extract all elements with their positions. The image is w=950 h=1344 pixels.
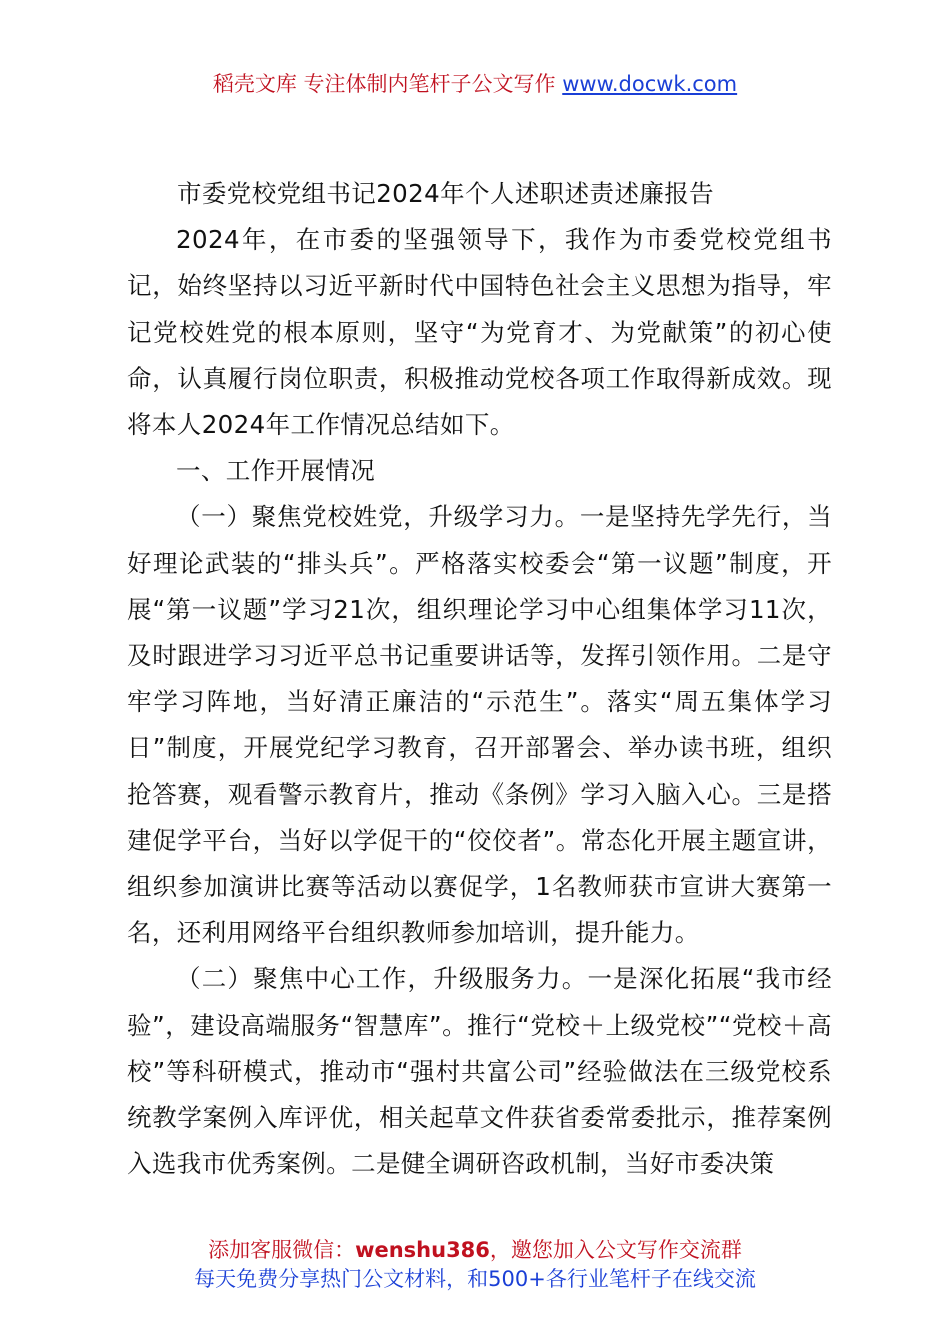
paragraph-learning: （一）聚焦党校姓党，升级学习力。一是坚持先学先行，当好理论武装的“排头兵”。严格落实校委会“第一议题”制度，开展“第一议题”学习21次，组织理论学习中心组集体学习11次，及时跟进学习习近平总书记重要讲话等，发挥引领作用。二是守牢学习阵地，当好清正廉洁的“示范生”。落实“周五集体学习日”制度，开展党纪学习教育，召开部署会、举办读书班，组织抢答赛，观看警示教育片，推动《条例》学习入脑入心。三是搭建促学平台，当好以学促干的“佼佼者”。常态化开展主题宣讲，组织参加演讲比赛等活动以赛促学，1名教师获市宣讲大赛第一名，还利用网络平台组织教师参加培训，提升能力。 xyxy=(127,502,832,948)
footer-prefix: 添加客服微信： xyxy=(208,1238,356,1262)
footer-suffix: ，邀您加入公文写作交流群 xyxy=(489,1238,742,1262)
footer-line-1 xyxy=(0,1236,950,1265)
header-url-link[interactable]: www.docwk.com xyxy=(562,72,738,96)
header-brand: 稻壳文库 专注体制内笔杆子公文写作 xyxy=(212,72,556,96)
paragraph-intro: 2024年，在市委的坚强领导下，我作为市委党校党组书记，始终坚持以习近平新时代中国特色社会主义思想为指导，牢记党校姓党的根本原则，坚守“为党育才、为党献策”的初心使命，认真履行岗位职责，积极推动党校各项工作取得新成效。现将本人2024年工作情况总结如下。 xyxy=(127,225,832,440)
footer-banner xyxy=(0,1236,950,1294)
paragraph-service: （二）聚焦中心工作，升级服务力。一是深化拓展“我市经验”，建设高端服务“智慧库”。推行“党校＋上级党校”“党校＋高校”等科研模式，推动市“强村共富公司”经验做法在三级党校系统教学案例入库评优，相关起草文件获省委常委批示，推荐案例入选我市优秀案例。二是健全调研咨政机制，当好市委决策 xyxy=(127,964,832,1179)
document-body xyxy=(127,171,832,1187)
document-title: 市委党校党组书记2024年个人述职述责述廉报告 xyxy=(177,179,715,208)
header-banner xyxy=(0,68,950,100)
footer-line-2: 每天免费分享热门公文材料，和500+各行业笔杆子在线交流 xyxy=(194,1267,756,1291)
section-heading: 一、工作开展情况 xyxy=(176,456,376,486)
footer-wechat-id: wenshu386 xyxy=(355,1238,490,1262)
